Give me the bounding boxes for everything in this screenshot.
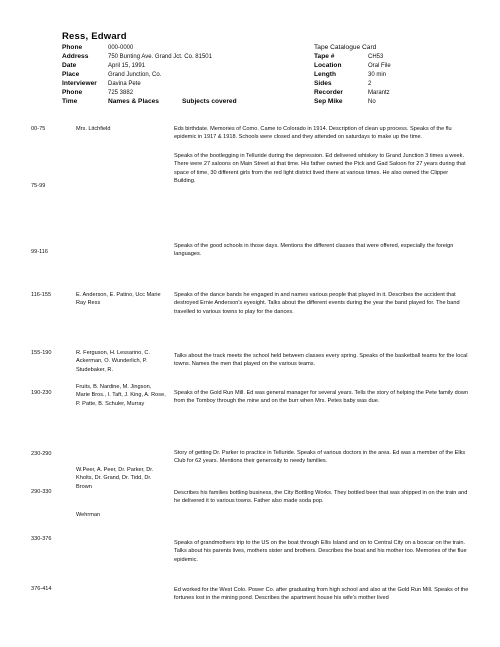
column-header-subjects: Subjects covered [182, 98, 237, 105]
entry-time: 99-116 [31, 249, 49, 255]
field-label-time: Time [62, 98, 78, 105]
field-label-interviewer: Interviewer [62, 80, 97, 87]
entry-names: Wehrman [76, 512, 101, 518]
field-label-phone: Phone [62, 44, 83, 51]
field-value-place: Grand Junction, Co. [108, 71, 162, 78]
entry-time: 230-290 [31, 451, 52, 457]
entry-names: W.Peer, A. Peer, Dr. Parker, Dr. Kholts, Dr. Grand, Dr. Tidd, Dr. Brown [76, 467, 154, 490]
entry-time: 00-75 [31, 126, 46, 132]
entry-subject: Speaks of the dance bands he engaged in and names various people that played in it. Describes the accident that destroyed Ernie Anderson's eyesight. Talks about the different events during the year the band played for. The band travelled to various towns to play for the dances. [174, 292, 460, 315]
card-value-sides: 2 [368, 80, 372, 87]
field-label-place: Place [62, 71, 80, 78]
card-value-location: Oral File [368, 62, 391, 69]
card-value-sep-mike: No [368, 98, 376, 105]
interviewee-name: Ress, Edward [62, 31, 127, 42]
entry-subject: Story of getting Dr. Parker to practice in Telluride. Speaks of various doctors in the area. Ed was a member of the Elks Club for 62 years. Mentions their generosity to needy families. [174, 450, 466, 465]
card-label-sep-mike: Sep Mike [314, 98, 343, 105]
entry-time: 330-376 [31, 536, 52, 542]
entry-time: 116-155 [31, 292, 52, 298]
card-label-recorder: Recorder [314, 89, 343, 96]
entry-subject: Speaks of the bootlegging in Telluride during the depression. Ed delivered whiskey to Grand Junction 3 times a week. There were 27 saloons on Main Street at that time. His father owned the Pick and Gad Saloon for 27 years during that space of time, 30 different girls from the red light district lived there at various times. He also owned the Clipper Building. [174, 153, 466, 185]
entry-subject: Speaks of grandmothers trip to the US on the boat through Ellis Island and on to Central City on a boxcar on the train. Talks about his parents lives, mothers sister and brothers. Describes the boat and his mother too. Memories of the flue epidemic. [174, 540, 467, 563]
card-title: Tape Catalogue Card [314, 44, 377, 51]
entry-subject: Speaks of the Gold Run Mill. Ed was general manager for several years. Tells the story of helping the Pete family down from the Tomboy through the mine and on the burr when Mrs. Petes baby was due. [174, 390, 469, 405]
card-label-location: Location [314, 62, 342, 69]
card-value-recorder: Marantz [368, 89, 390, 96]
entry-time: 290-330 [31, 489, 52, 495]
entry-names: E. Anderson, E. Patino, Ucc Marie Ray Ress [76, 292, 161, 307]
field-label-address: Address [62, 53, 89, 60]
column-header-names: Names & Places [108, 98, 159, 105]
card-value-tape: CH53 [368, 53, 384, 60]
entry-time: 75-99 [31, 183, 46, 189]
entry-names: R. Ferguson, H. Lessarino, C. Ackerman, O. Wunderlich, P. Studebaker, R. [76, 350, 150, 373]
field-value-phone: 000-0000 [108, 44, 134, 51]
field-value-date: April 15, 1991 [108, 62, 146, 69]
card-label-sides: Sides [314, 80, 332, 87]
field-label-phone-2: Phone [62, 89, 83, 96]
entry-subject: Speaks of the good schools in those days. Mentions the different classes that were offered, especially the foreign languages. [174, 243, 454, 258]
card-value-length: 30 min [368, 71, 387, 78]
field-value-phone-2: 725 3882 [108, 89, 134, 96]
card-label-tape: Tape # [314, 53, 335, 60]
entry-subject: Talks about the track meets the school held between classes every spring. Speaks of the basketball teams for the local towns. Names the men that played on the various teams. [174, 353, 468, 368]
entry-time: 376-414 [31, 586, 52, 592]
entry-names: Mrs. Litchfield [76, 126, 111, 132]
card-label-length: Length [314, 71, 336, 78]
entry-subject: Ed worked for the West Colo. Power Co. after graduating from high school and also at the Gold Run Mill. Speaks of the fortunes lost in the mining pond. Describes the apartment house his wife's mother lived [174, 587, 469, 602]
entry-time: 155-190 [31, 350, 52, 356]
entry-names: Fruits, B. Nardine, M. Jingson, Marie Bros., I. Taft, J. King, A. Rose, P. Patte, B. Schuler, Murray [76, 384, 166, 407]
field-value-address: 750 Bunting Ave. Grand Jct. Co. 81501 [108, 53, 212, 60]
entry-subject: Eds birthdate. Memories of Como. Came to Colorado in 1914. Description of clean up process. Speaks of the flu epidemic in 1917 & 1918. Schools were closed and they attended on saturdays to make up the time. [174, 126, 452, 141]
entry-time: 190-230 [31, 390, 52, 396]
field-value-interviewer: Davina Pete [108, 80, 141, 87]
field-label-date: Date [62, 62, 77, 69]
entry-subject: Describes his families bottling business, the City Bottling Works. They bottled beer that was shipped in on the train and he delivered it to various towns. Father also made soda pop. [174, 490, 468, 505]
